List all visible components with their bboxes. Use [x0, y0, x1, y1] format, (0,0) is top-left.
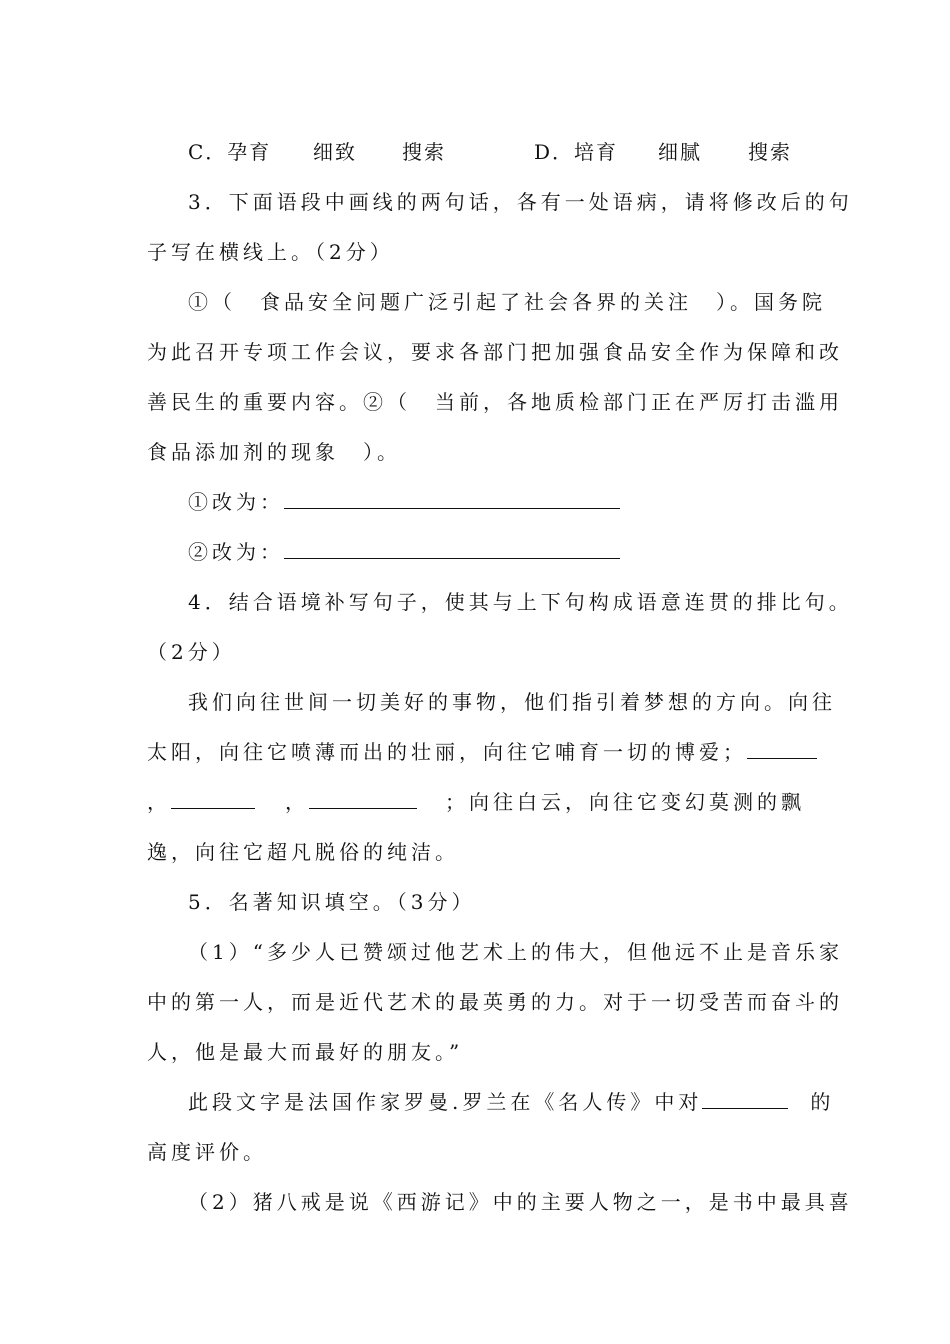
q4-comma-2: ，: [285, 790, 309, 814]
q5-p1-line1: （1）“多少人已赞颂过他艺术上的伟大，但他远不止是音乐家: [188, 940, 843, 964]
q4-stem-line2: （2分）: [147, 640, 236, 664]
q4-para-line2-row: [147, 739, 812, 765]
q4-para-line4: 逸，向往它超凡脱俗的纯洁。: [147, 840, 459, 864]
q4-answer-blank-2[interactable]: [171, 789, 255, 809]
q3-fix2-label: ②改为：: [188, 540, 284, 564]
option-d-word3: 搜索: [748, 140, 792, 164]
q3-stem-line2: 子写在横线上。（2分）: [147, 240, 394, 264]
q5-p1-question-post: 的: [810, 1090, 835, 1114]
q5-stem: 5．名著知识填空。（3分）: [188, 890, 476, 914]
q3-stem-line1: 3．下面语段中画线的两句话，各有一处语病，请将修改后的句: [188, 190, 853, 214]
q4-answer-blank-1[interactable]: [747, 739, 817, 759]
q3-para-line2: 为此召开专项工作会议，要求各部门把加强食品安全作为保障和改: [147, 340, 843, 364]
q3-fix2-answer-blank[interactable]: [284, 539, 620, 559]
option-d-word2: 细腻: [658, 140, 702, 164]
q3-fix1-row: [188, 489, 808, 515]
q5-p1-line2: 中的第一人，而是近代艺术的最英勇的力。对于一切受苦而奋斗的: [147, 990, 843, 1014]
q5-p1-question-row: [188, 1089, 835, 1115]
q5-p2-line1: （2）猪八戒是说《西游记》中的主要人物之一，是书中最具喜: [188, 1190, 853, 1214]
q5-p1-question-pre: 此段文字是法国作家罗曼.罗兰在《名人传》中对: [188, 1090, 703, 1114]
q5-p1-question-line2: 高度评价。: [147, 1140, 267, 1164]
q3-para-line1: ①（ 食品安全问题广泛引起了社会各界的关注 ）。国务院: [188, 290, 826, 314]
option-c-word3: 搜索: [402, 140, 446, 164]
q4-para-line2: 太阳，向往它喷薄而出的壮丽，向往它哺育一切的博爱；: [147, 740, 747, 764]
option-c-word2: 细致: [313, 140, 357, 164]
q3-fix1-label: ①改为：: [188, 490, 284, 514]
q4-comma-1: ，: [147, 790, 171, 814]
q3-para-line3: 善民生的重要内容。②（ 当前，各地质检部门正在严厉打击滥用: [147, 390, 843, 414]
q3-fix1-answer-blank[interactable]: [284, 489, 620, 509]
q4-para-line3-row: [147, 789, 812, 815]
q3-para-line4: 食品添加剂的现象 ）。: [147, 440, 401, 464]
q3-fix2-row: [188, 539, 808, 565]
q5-p1-line3: 人，他是最大而最好的朋友。”: [147, 1040, 464, 1064]
q4-para-line1: 我们向往世间一切美好的事物，他们指引着梦想的方向。向往: [188, 690, 836, 714]
option-c-label: C．孕育: [188, 140, 272, 164]
q4-stem-line1: 4．结合语境补写句子，使其与上下句构成语意连贯的排比句。: [188, 590, 853, 614]
q4-answer-blank-3[interactable]: [309, 789, 417, 809]
option-d-label: D．培育: [534, 140, 619, 164]
q4-para-line3-rest: ；向往白云，向往它变幻莫测的飘: [445, 790, 805, 814]
q5-p1-answer-blank[interactable]: [702, 1089, 788, 1109]
